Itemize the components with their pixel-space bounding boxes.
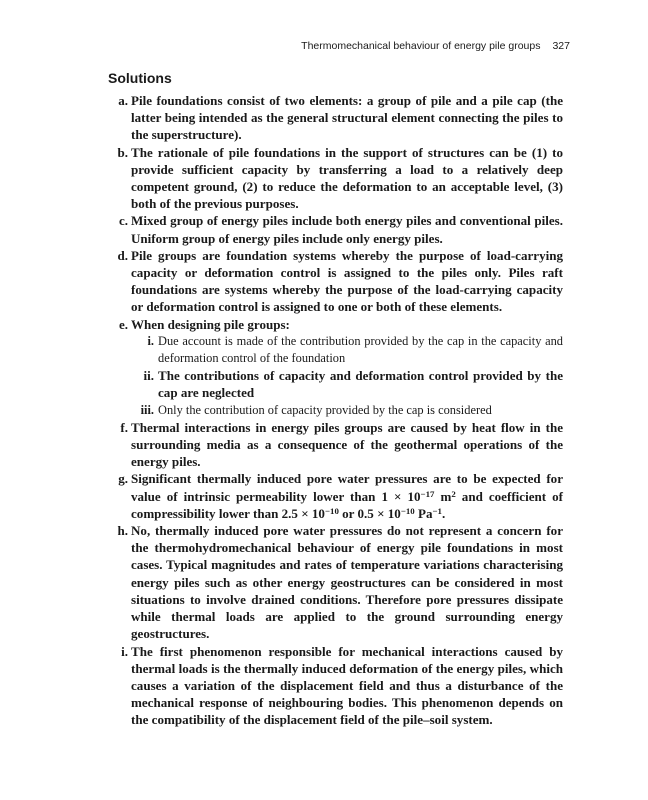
item-marker: e. (118, 316, 128, 332)
section-heading: Solutions (108, 70, 172, 86)
running-title: Thermomechanical behaviour of energy pile groups (301, 40, 541, 52)
item-marker: c. (118, 213, 128, 229)
solution-item-i (108, 643, 563, 729)
subitem-text: Due account is made of the contribution provided by the cap in the capacity and deformation control of the foundation (158, 333, 563, 366)
subitem-marker: i. (147, 333, 154, 348)
item-text: When designing pile groups: (131, 316, 290, 332)
item-text: Pile groups are foundation systems whereby the purpose of load-carrying capacity or deformation control is assigned to the piles only. Piles raft foundations are systems whereby the purpose of the load-carrying capacity or deformation control is assigned to one or both of these elements. (131, 247, 563, 315)
solution-item-b (108, 144, 563, 213)
subitem-e-i (108, 333, 563, 367)
item-marker: i. (121, 643, 128, 659)
item-marker: f. (120, 419, 128, 435)
subitem-text: The contributions of capacity and deformation control provided by the cap are neglected (158, 368, 563, 401)
solution-item-e (108, 316, 563, 333)
solution-item-c (108, 212, 563, 246)
item-marker: b. (117, 144, 128, 160)
solutions-list (108, 92, 563, 729)
subitem-marker: ii. (143, 368, 154, 384)
item-marker: d. (117, 247, 128, 263)
item-text: Mixed group of energy piles include both energy piles and conventional piles. Uniform group of energy piles include only energy piles. (131, 213, 563, 246)
subitem-marker: iii. (140, 402, 154, 417)
page-number: 327 (552, 40, 570, 52)
item-text: Thermal interactions in energy piles groups are caused by heat flow in the surrounding media as a consequence of the geothermal operations of the energy piles. (131, 419, 563, 470)
solution-item-a (108, 92, 563, 144)
solution-item-d (108, 247, 563, 316)
item-text: The rationale of pile foundations in the support of structures can be (1) to provide sufficient capacity by transferring a load to a relatively deep competent ground, (2) to reduce the deformation to an acceptable level, (3) both of the previous purposes. (131, 144, 563, 212)
solution-item-f (108, 419, 563, 471)
item-marker: h. (117, 523, 128, 539)
item-text: Pile foundations consist of two elements: a group of pile and a pile cap (the latter being intended as the general structural element connecting the piles to the superstructure). (131, 93, 563, 143)
solution-item-g (108, 470, 563, 522)
solution-item-h (108, 522, 563, 642)
subitem-e-ii (108, 367, 563, 401)
item-marker: a. (118, 93, 128, 108)
item-text: The first phenomenon responsible for mechanical interactions caused by thermal loads is the thermally induced deformation of the energy piles, which causes a variation of the displacement field and thus a disturbance of the mechanical response of neighbouring bodies. This phenomenon depends on the compatibility of the displacement field of the pile–soil system. (131, 643, 563, 728)
subitem-text: Only the contribution of capacity provided by the cap is considered (158, 402, 492, 417)
item-text: No, thermally induced pore water pressures do not represent a concern for the thermohydromechanical behaviour of energy pile foundations in most cases. Typical magnitudes and rates of temperature variations characterising energy piles such as other energy geostructures can be considered in most situations to involve drained conditions. Therefore pore pressures dissipate while thermal loads are applied to the ground surrounding energy geostructures. (131, 523, 563, 642)
item-marker: g. (118, 471, 128, 487)
running-header (108, 40, 570, 56)
subitem-e-iii (108, 402, 563, 419)
item-text: Significant thermally induced pore water pressures are to be expected for value of intrinsic permeability lower than $1 \times 10^{-17}$ $m^2$ and coefficient of compressibility lower than $2.5 \times 10^{-10}$ or $0.5 \times 10^{-10}$ $Pa^{-1}$. (131, 471, 563, 521)
